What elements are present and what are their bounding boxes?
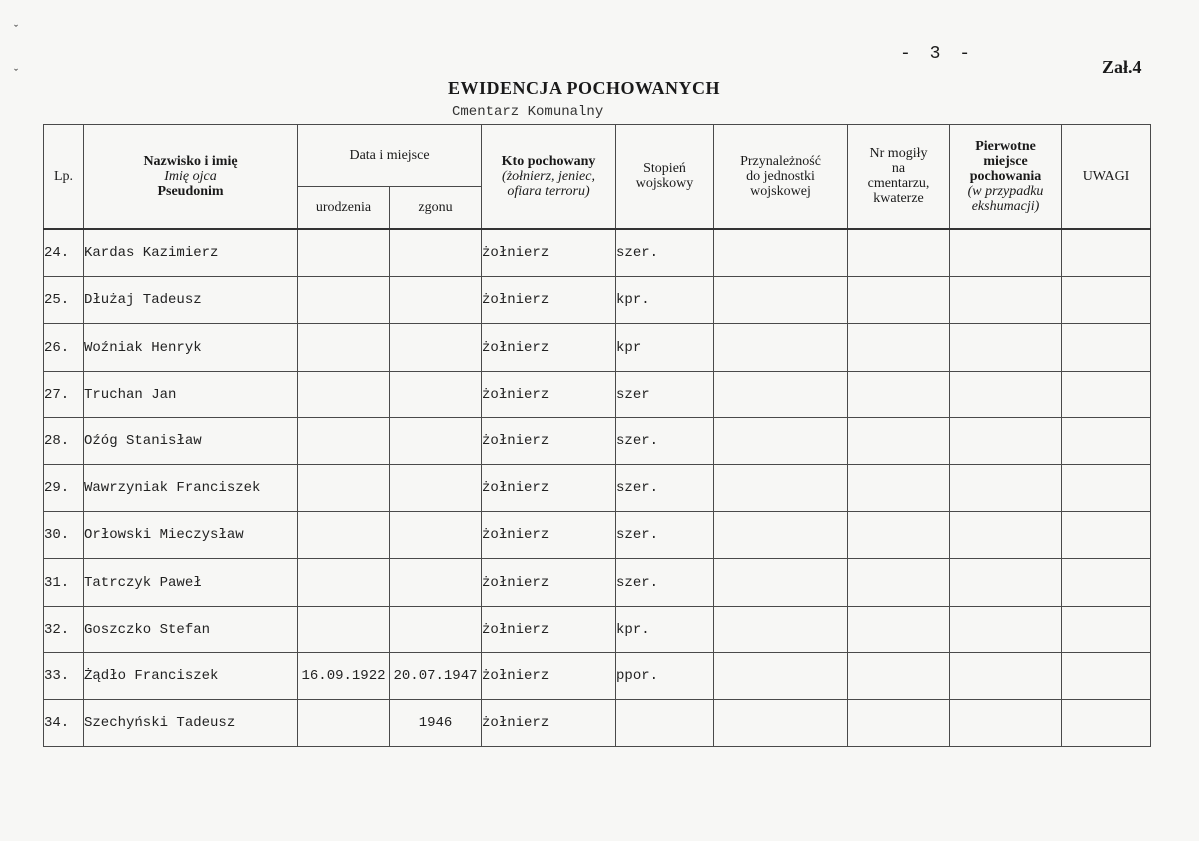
- cell-kto: żołnierz: [482, 559, 616, 607]
- cell-grave: [848, 229, 950, 277]
- cell-lp: 24.: [44, 229, 84, 277]
- cell-original-place: [950, 229, 1062, 277]
- table-row: [44, 277, 1151, 324]
- margin-mark: ˇ: [14, 66, 18, 80]
- cell-kto: żołnierz: [482, 229, 616, 277]
- cell-unit: [714, 229, 848, 277]
- attachment-label: Zał.4: [1102, 57, 1142, 77]
- cell-kto: żołnierz: [482, 700, 616, 747]
- cell-death-date: 1946: [390, 700, 482, 747]
- cell-unit: [714, 372, 848, 418]
- cell-birth-date: [298, 607, 390, 653]
- cell-lp: 34.: [44, 700, 84, 747]
- header-death: zgonu: [390, 187, 482, 229]
- cell-birth-date: [298, 277, 390, 324]
- cell-death-date: [390, 229, 482, 277]
- cell-name: Szechyński Tadeusz: [84, 700, 298, 747]
- header-orig-line: pochowania: [969, 168, 1042, 184]
- header-grave-line: cmentarzu,: [867, 176, 930, 192]
- cell-unit: [714, 324, 848, 372]
- cell-grave: [848, 559, 950, 607]
- cell-kto: żołnierz: [482, 418, 616, 465]
- cell-grave: [848, 607, 950, 653]
- cell-remarks: [1062, 277, 1151, 324]
- cell-rank: szer.: [616, 418, 714, 465]
- cell-unit: [714, 607, 848, 653]
- cell-rank: kpr.: [616, 277, 714, 324]
- cell-death-date: [390, 559, 482, 607]
- cell-kto: żołnierz: [482, 277, 616, 324]
- cell-remarks: [1062, 559, 1151, 607]
- header-unit-line: do jednostki: [746, 168, 815, 184]
- cell-rank: szer: [616, 372, 714, 418]
- cell-lp: 32.: [44, 607, 84, 653]
- cell-original-place: [950, 465, 1062, 512]
- cell-original-place: [950, 372, 1062, 418]
- cell-lp: 30.: [44, 512, 84, 559]
- cell-death-date: 20.07.1947: [390, 653, 482, 700]
- cell-original-place: [950, 607, 1062, 653]
- header-name-line: Nazwisko i imię: [143, 153, 238, 169]
- burial-register-table: [43, 124, 1151, 747]
- table-row: [44, 700, 1151, 747]
- header-grave-line: kwaterze: [873, 191, 924, 207]
- cell-kto: żołnierz: [482, 607, 616, 653]
- cell-remarks: [1062, 465, 1151, 512]
- header-rank-line: Stopień: [643, 161, 686, 177]
- header-birth: urodzenia: [298, 187, 390, 229]
- cell-unit: [714, 465, 848, 512]
- table-row: [44, 324, 1151, 372]
- cell-name: Żądło Franciszek: [84, 653, 298, 700]
- cell-lp: 33.: [44, 653, 84, 700]
- cell-grave: [848, 277, 950, 324]
- cell-lp: 25.: [44, 277, 84, 324]
- header-grave-line: na: [891, 161, 906, 177]
- header-orig-line: (w przypadku: [967, 183, 1044, 199]
- header-unit: [714, 125, 848, 229]
- document-title: EWIDENCJA POCHOWANYCH: [448, 78, 721, 98]
- header-rank-line: wojskowy: [635, 176, 694, 192]
- cell-name: Dłużaj Tadeusz: [84, 277, 298, 324]
- header-lp: Lp.: [44, 125, 84, 229]
- cell-grave: [848, 700, 950, 747]
- header-rank: [616, 125, 714, 229]
- cell-unit: [714, 277, 848, 324]
- cell-name: Tatrczyk Paweł: [84, 559, 298, 607]
- cell-unit: [714, 418, 848, 465]
- cell-death-date: [390, 372, 482, 418]
- cell-kto: żołnierz: [482, 465, 616, 512]
- cell-remarks: [1062, 324, 1151, 372]
- cell-birth-date: [298, 372, 390, 418]
- header-orig-line: Pierwotne: [975, 138, 1036, 154]
- cell-grave: [848, 324, 950, 372]
- header-pseudonym-line: Pseudonim: [157, 183, 224, 199]
- header-orig-line: miejsce: [983, 153, 1028, 169]
- cell-grave: [848, 653, 950, 700]
- cell-grave: [848, 418, 950, 465]
- cell-rank: szer.: [616, 465, 714, 512]
- cell-name: Kardas Kazimierz: [84, 229, 298, 277]
- cell-death-date: [390, 418, 482, 465]
- cell-original-place: [950, 324, 1062, 372]
- cell-remarks: [1062, 229, 1151, 277]
- cell-remarks: [1062, 372, 1151, 418]
- cell-rank: kpr.: [616, 607, 714, 653]
- cell-rank: szer.: [616, 229, 714, 277]
- cell-birth-date: [298, 229, 390, 277]
- header-kto: [482, 125, 616, 229]
- cell-kto: żołnierz: [482, 324, 616, 372]
- header-kto-line: ofiara terroru): [507, 183, 590, 199]
- cell-rank: kpr: [616, 324, 714, 372]
- table-row: [44, 372, 1151, 418]
- cell-lp: 27.: [44, 372, 84, 418]
- header-kto-line: (żołnierz, jeniec,: [502, 168, 595, 184]
- cell-birth-date: [298, 465, 390, 512]
- register-body: [44, 229, 1151, 747]
- header-kto-line: Kto pochowany: [501, 153, 596, 169]
- cell-remarks: [1062, 607, 1151, 653]
- cell-original-place: [950, 512, 1062, 559]
- table-row: [44, 465, 1151, 512]
- cell-unit: [714, 653, 848, 700]
- header-remarks: UWAGI: [1062, 125, 1151, 229]
- cell-unit: [714, 512, 848, 559]
- cell-lp: 26.: [44, 324, 84, 372]
- cell-original-place: [950, 277, 1062, 324]
- cell-unit: [714, 700, 848, 747]
- header-father-line: Imię ojca: [164, 168, 217, 184]
- table-row: [44, 653, 1151, 700]
- cell-kto: żołnierz: [482, 653, 616, 700]
- cell-death-date: [390, 607, 482, 653]
- cell-birth-date: [298, 324, 390, 372]
- cell-original-place: [950, 700, 1062, 747]
- cell-original-place: [950, 418, 1062, 465]
- table-row: [44, 229, 1151, 277]
- cell-birth-date: [298, 418, 390, 465]
- cell-grave: [848, 512, 950, 559]
- cell-birth-date: 16.09.1922: [298, 653, 390, 700]
- cell-lp: 29.: [44, 465, 84, 512]
- cell-rank: [616, 700, 714, 747]
- cell-lp: 28.: [44, 418, 84, 465]
- cell-kto: żołnierz: [482, 372, 616, 418]
- cell-name: Truchan Jan: [84, 372, 298, 418]
- cell-remarks: [1062, 653, 1151, 700]
- cell-death-date: [390, 465, 482, 512]
- header-name: [84, 125, 298, 229]
- header-unit-line: wojskowej: [750, 183, 811, 199]
- page-number: - 3 -: [900, 44, 975, 64]
- header-grave-line: Nr mogiły: [869, 146, 928, 162]
- cell-unit: [714, 559, 848, 607]
- cell-kto: żołnierz: [482, 512, 616, 559]
- cell-remarks: [1062, 418, 1151, 465]
- cell-lp: 31.: [44, 559, 84, 607]
- cell-death-date: [390, 277, 482, 324]
- header-date-place: Data i miejsce: [298, 125, 482, 187]
- cell-remarks: [1062, 700, 1151, 747]
- cell-original-place: [950, 559, 1062, 607]
- cell-rank: szer.: [616, 512, 714, 559]
- table-row: [44, 418, 1151, 465]
- header-original-place: [950, 125, 1062, 229]
- header-orig-line: ekshumacji): [971, 198, 1040, 214]
- cemetery-name: Cmentarz Komunalny: [452, 104, 604, 120]
- cell-original-place: [950, 653, 1062, 700]
- cell-death-date: [390, 324, 482, 372]
- cell-remarks: [1062, 512, 1151, 559]
- cell-name: Oźóg Stanisław: [84, 418, 298, 465]
- cell-birth-date: [298, 559, 390, 607]
- cell-rank: szer.: [616, 559, 714, 607]
- cell-grave: [848, 465, 950, 512]
- margin-mark: ˇ: [14, 22, 18, 36]
- table-row: [44, 559, 1151, 607]
- cell-name: Woźniak Henryk: [84, 324, 298, 372]
- cell-rank: ppor.: [616, 653, 714, 700]
- cell-birth-date: [298, 512, 390, 559]
- header-unit-line: Przynależność: [740, 153, 821, 169]
- cell-birth-date: [298, 700, 390, 747]
- cell-name: Goszczko Stefan: [84, 607, 298, 653]
- cell-death-date: [390, 512, 482, 559]
- table-row: [44, 607, 1151, 653]
- cell-name: Wawrzyniak Franciszek: [84, 465, 298, 512]
- header-grave: [848, 125, 950, 229]
- cell-name: Orłowski Mieczysław: [84, 512, 298, 559]
- header-row: [44, 125, 1151, 187]
- table-row: [44, 512, 1151, 559]
- cell-grave: [848, 372, 950, 418]
